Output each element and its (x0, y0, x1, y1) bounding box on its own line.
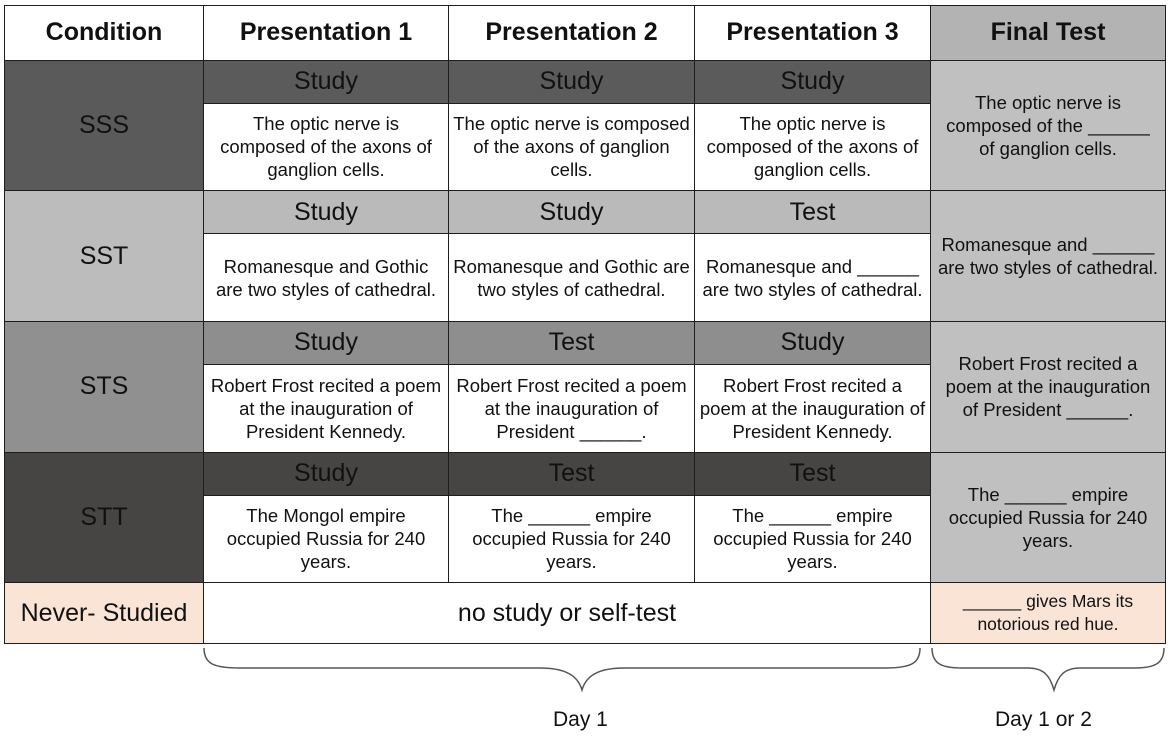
sts-sentence-3: Robert Frost recited a poem at the inauguration of President Kennedy. (695, 365, 931, 452)
never-studied-final-test: ______ gives Mars its notorious red hue. (931, 583, 1166, 644)
condition-stt: STT (5, 452, 204, 583)
row-never-studied (5, 583, 1166, 644)
stt-sentence-1: The Mongol empire occupied Russia for 240 years. (204, 495, 449, 582)
sst-label-2: Study (449, 191, 695, 234)
stt-label-1: Study (204, 452, 449, 495)
condition-never-studied: Never- Studied (5, 583, 204, 644)
row-sst-labels (5, 191, 1166, 234)
day1-or-2-brace (928, 646, 1168, 696)
sss-final-test: The optic nerve is composed of the ______ of ganglion cells. (931, 60, 1166, 191)
header-presentation-3: Presentation 3 (695, 6, 931, 61)
condition-sts: STS (5, 321, 204, 452)
header-final-test: Final Test (931, 6, 1166, 61)
condition-sss: SSS (5, 60, 204, 191)
conditions-table (4, 5, 1166, 644)
day1-or-2-label: Day 1 or 2 (995, 708, 1092, 731)
row-sts-labels (5, 321, 1166, 364)
sst-final-test: Romanesque and ______ are two styles of cathedral. (931, 191, 1166, 322)
stt-sentence-2: The ______ empire occupied Russia for 240 years. (449, 495, 695, 582)
sts-label-3: Study (695, 321, 931, 364)
sss-sentence-2: The optic nerve is composed of the axons of ganglion cells. (449, 103, 695, 190)
sst-label-3: Test (695, 191, 931, 234)
sss-sentence-1: The optic nerve is composed of the axons of ganglion cells. (204, 103, 449, 190)
header-presentation-2: Presentation 2 (449, 6, 695, 61)
never-studied-description: no study or self-test (204, 583, 931, 644)
sts-label-2: Test (449, 321, 695, 364)
stt-label-3: Test (695, 452, 931, 495)
sts-label-1: Study (204, 321, 449, 364)
sss-sentence-3: The optic nerve is composed of the axons of ganglion cells. (695, 103, 931, 190)
sst-sentence-2: Romanesque and Gothic are two styles of cathedral. (449, 234, 695, 321)
sss-label-3: Study (695, 60, 931, 103)
header-presentation-1: Presentation 1 (204, 6, 449, 61)
header-row (5, 6, 1166, 61)
sst-label-1: Study (204, 191, 449, 234)
stt-label-2: Test (449, 452, 695, 495)
sts-sentence-2: Robert Frost recited a poem at the inauguration of President ______. (449, 365, 695, 452)
day1-label: Day 1 (553, 708, 608, 731)
sst-sentence-1: Romanesque and Gothic are two styles of cathedral. (204, 234, 449, 321)
sss-label-1: Study (204, 60, 449, 103)
sss-label-2: Study (449, 60, 695, 103)
condition-sst: SST (5, 191, 204, 322)
header-condition: Condition (5, 6, 204, 61)
stt-final-test: The ______ empire occupied Russia for 240 years. (931, 452, 1166, 583)
row-stt-labels (5, 452, 1166, 495)
sts-final-test: Robert Frost recited a poem at the inauguration of President ______. (931, 321, 1166, 452)
sst-sentence-3: Romanesque and ______ are two styles of cathedral. (695, 234, 931, 321)
row-sss-labels (5, 60, 1166, 103)
stt-sentence-3: The ______ empire occupied Russia for 240 years. (695, 495, 931, 582)
sts-sentence-1: Robert Frost recited a poem at the inauguration of President Kennedy. (204, 365, 449, 452)
day1-brace (200, 646, 924, 696)
